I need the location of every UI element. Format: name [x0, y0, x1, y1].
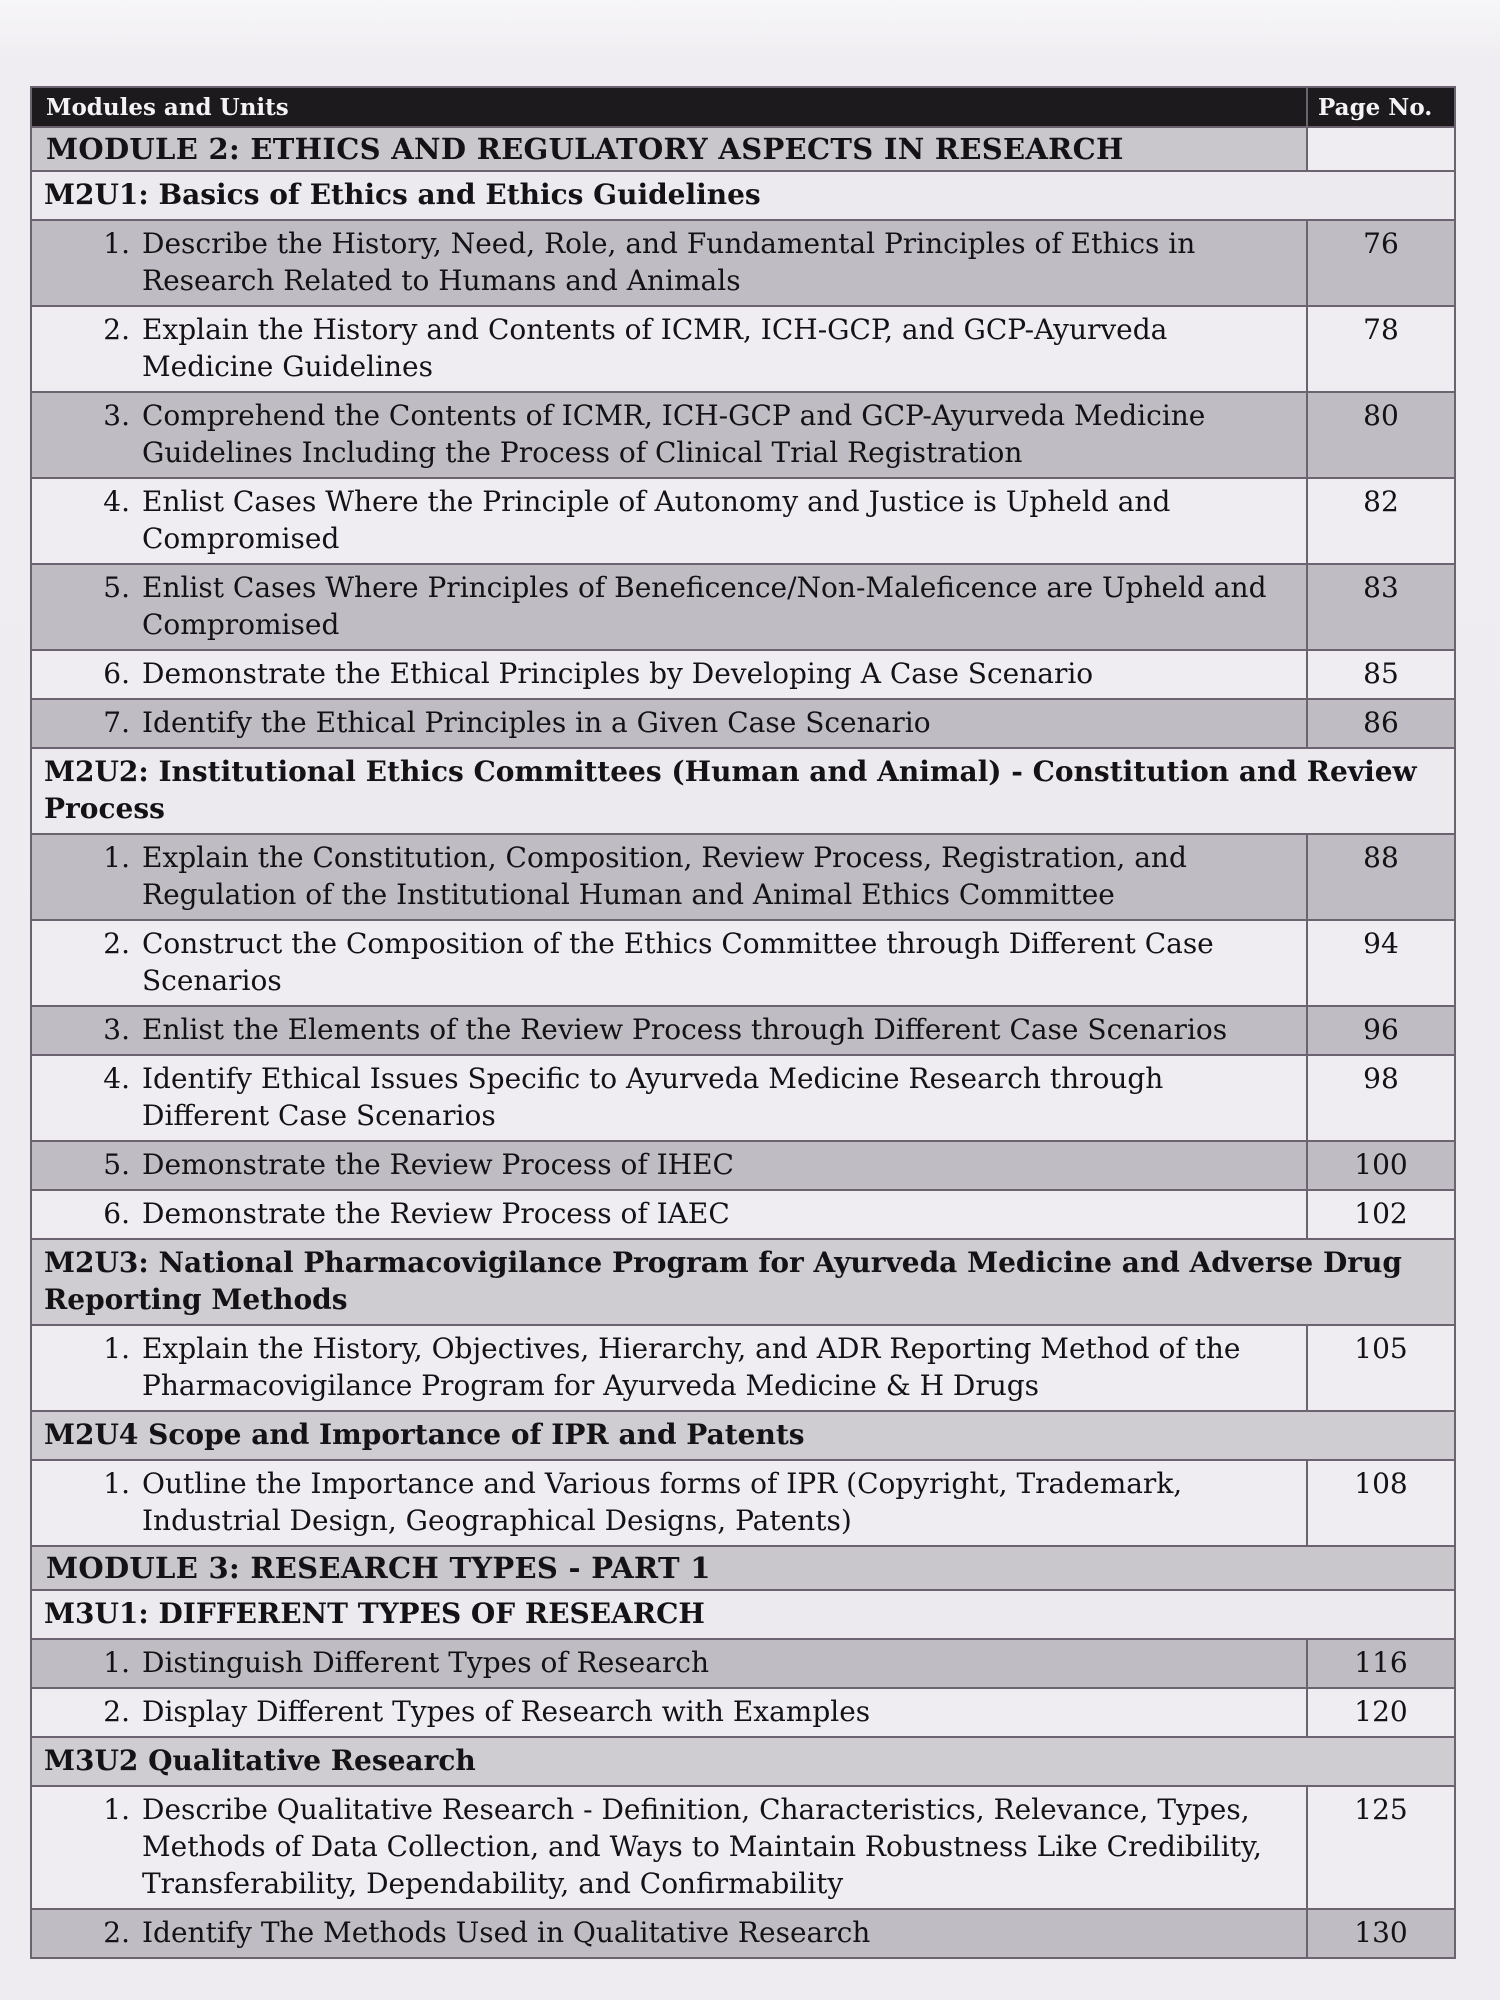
entry-title: Distinguish Different Types of Research: [142, 1646, 709, 1679]
module-row: [31, 127, 1455, 171]
page-cell-empty: [1307, 127, 1455, 171]
entry-number: 1.: [103, 1467, 130, 1500]
column-header-page-no: Page No.: [1307, 87, 1455, 127]
entry-number: 6.: [103, 657, 130, 690]
table-row: [31, 392, 1455, 478]
page-number: 88: [1307, 834, 1455, 920]
entry-cell: [31, 564, 1307, 650]
entry-cell: [31, 1639, 1307, 1688]
page-number: 102: [1307, 1190, 1455, 1239]
entry-number: 1.: [103, 1646, 130, 1679]
table-row: [31, 1325, 1455, 1411]
table-row: [31, 1055, 1455, 1141]
table-row: [31, 306, 1455, 392]
table-row: [31, 650, 1455, 699]
table-body: [31, 127, 1455, 1958]
entry-cell: [31, 1688, 1307, 1737]
entry-cell: [31, 1190, 1307, 1239]
page-number: 83: [1307, 564, 1455, 650]
entry-title: Enlist Cases Where Principles of Beneficence/Non-Maleficence are Upheld and Compromised: [142, 571, 1267, 641]
table-row: [31, 1909, 1455, 1958]
entry-number: 3.: [103, 1013, 130, 1046]
entry-number: 7.: [103, 706, 130, 739]
module-title: MODULE 2: ETHICS AND REGULATORY ASPECTS IN RESEARCH: [31, 127, 1307, 171]
entry-number: 3.: [103, 399, 130, 432]
table-row: [31, 1190, 1455, 1239]
page-number: 98: [1307, 1055, 1455, 1141]
table-row: [31, 1786, 1455, 1909]
unit-row: [31, 1590, 1455, 1639]
unit-title: M2U3: National Pharmacovigilance Program for Ayurveda Medicine and Adverse Drug Reporting Methods: [31, 1239, 1455, 1325]
unit-title: M3U2 Qualitative Research: [31, 1737, 1455, 1786]
entry-title: Construct the Composition of the Ethics Committee through Different Case Scenarios: [142, 927, 1214, 997]
table-row: [31, 1460, 1455, 1546]
unit-row: [31, 1411, 1455, 1460]
table-row: [31, 699, 1455, 748]
entry-number: 2.: [103, 1695, 130, 1728]
entry-title: Comprehend the Contents of ICMR, ICH-GCP and GCP-Ayurveda Medicine Guidelines Including the Process of Clinical Trial Registration: [142, 399, 1206, 469]
page-number: 78: [1307, 306, 1455, 392]
table-row: [31, 564, 1455, 650]
page-number: 120: [1307, 1688, 1455, 1737]
entry-number: 4.: [103, 1062, 130, 1095]
unit-row: [31, 171, 1455, 220]
page-number: 108: [1307, 1460, 1455, 1546]
module-title: MODULE 3: RESEARCH TYPES - PART 1: [31, 1546, 1455, 1590]
entry-title: Outline the Importance and Various forms of IPR (Copyright, Trademark, Industrial Design, Geographical Designs, Patents): [142, 1467, 1183, 1537]
entry-title: Enlist the Elements of the Review Process through Different Case Scenarios: [142, 1013, 1228, 1046]
entry-number: 2.: [103, 1916, 130, 1949]
entry-title: Demonstrate the Review Process of IHEC: [142, 1148, 734, 1181]
unit-title: M3U1: DIFFERENT TYPES OF RESEARCH: [31, 1590, 1455, 1639]
table-row: [31, 834, 1455, 920]
entry-number: 5.: [103, 1148, 130, 1181]
entry-number: 5.: [103, 571, 130, 604]
page-number: 94: [1307, 920, 1455, 1006]
entry-title: Identify Ethical Issues Specific to Ayurveda Medicine Research through Different Case Scenarios: [142, 1062, 1164, 1132]
entry-number: 2.: [103, 313, 130, 346]
table-row: [31, 220, 1455, 306]
table-of-contents: [30, 86, 1456, 1959]
unit-title: M2U2: Institutional Ethics Committees (Human and Animal) - Constitution and Review Process: [31, 748, 1455, 834]
unit-title: M2U4 Scope and Importance of IPR and Patents: [31, 1411, 1455, 1460]
entry-number: 1.: [103, 227, 130, 260]
page-number: 130: [1307, 1909, 1455, 1958]
unit-row: [31, 1239, 1455, 1325]
entry-title: Explain the History and Contents of ICMR, ICH-GCP, and GCP-Ayurveda Medicine Guidelines: [142, 313, 1168, 383]
entry-number: 2.: [103, 927, 130, 960]
entry-cell: [31, 306, 1307, 392]
entry-cell: [31, 650, 1307, 699]
unit-row: [31, 1737, 1455, 1786]
entry-number: 6.: [103, 1197, 130, 1230]
entry-cell: [31, 1786, 1307, 1909]
table-row: [31, 478, 1455, 564]
entry-title: Demonstrate the Review Process of IAEC: [142, 1197, 730, 1230]
entry-cell: [31, 1055, 1307, 1141]
entry-title: Explain the Constitution, Composition, Review Process, Registration, and Regulation of the Institutional Human and Animal Ethics Committee: [142, 841, 1187, 911]
entry-title: Explain the History, Objectives, Hierarchy, and ADR Reporting Method of the Pharmacovigilance Program for Ayurveda Medicine & H Drugs: [142, 1332, 1241, 1402]
entry-cell: [31, 392, 1307, 478]
entry-number: 4.: [103, 485, 130, 518]
entry-title: Display Different Types of Research with Examples: [142, 1695, 871, 1728]
page-number: 76: [1307, 220, 1455, 306]
page-number: 105: [1307, 1325, 1455, 1411]
entry-cell: [31, 220, 1307, 306]
entry-title: Describe the History, Need, Role, and Fundamental Principles of Ethics in Research Related to Humans and Animals: [142, 227, 1196, 297]
entry-cell: [31, 1909, 1307, 1958]
entry-number: 1.: [103, 1332, 130, 1365]
page-number: 125: [1307, 1786, 1455, 1909]
entry-cell: [31, 1460, 1307, 1546]
entry-title: Demonstrate the Ethical Principles by Developing A Case Scenario: [142, 657, 1094, 690]
entry-cell: [31, 1141, 1307, 1190]
entry-cell: [31, 699, 1307, 748]
entry-title: Identify The Methods Used in Qualitative Research: [142, 1916, 871, 1949]
entry-cell: [31, 1006, 1307, 1055]
entry-number: 1.: [103, 1793, 130, 1826]
unit-row: [31, 748, 1455, 834]
entry-title: Identify the Ethical Principles in a Given Case Scenario: [142, 706, 931, 739]
table-row: [31, 920, 1455, 1006]
entry-title: Describe Qualitative Research - Definition, Characteristics, Relevance, Types, Methods of Data Collection, and Ways to Maintain Robustness Like Credibility, Transferability, Dependability, and Confirmability: [142, 1793, 1262, 1900]
entry-cell: [31, 1325, 1307, 1411]
page-number: 82: [1307, 478, 1455, 564]
module-row: [31, 1546, 1455, 1590]
page-number: 100: [1307, 1141, 1455, 1190]
table-row: [31, 1688, 1455, 1737]
entry-cell: [31, 920, 1307, 1006]
table-row: [31, 1141, 1455, 1190]
column-header-modules-units: Modules and Units: [31, 87, 1307, 127]
table-row: [31, 1006, 1455, 1055]
table-header-row: [31, 87, 1455, 127]
table-row: [31, 1639, 1455, 1688]
page-number: 96: [1307, 1006, 1455, 1055]
entry-number: 1.: [103, 841, 130, 874]
unit-title: M2U1: Basics of Ethics and Ethics Guidelines: [31, 171, 1455, 220]
entry-title: Enlist Cases Where the Principle of Autonomy and Justice is Upheld and Compromised: [142, 485, 1171, 555]
page-number: 86: [1307, 699, 1455, 748]
page-number: 116: [1307, 1639, 1455, 1688]
entry-cell: [31, 834, 1307, 920]
page-number: 80: [1307, 392, 1455, 478]
page-number: 85: [1307, 650, 1455, 699]
entry-cell: [31, 478, 1307, 564]
